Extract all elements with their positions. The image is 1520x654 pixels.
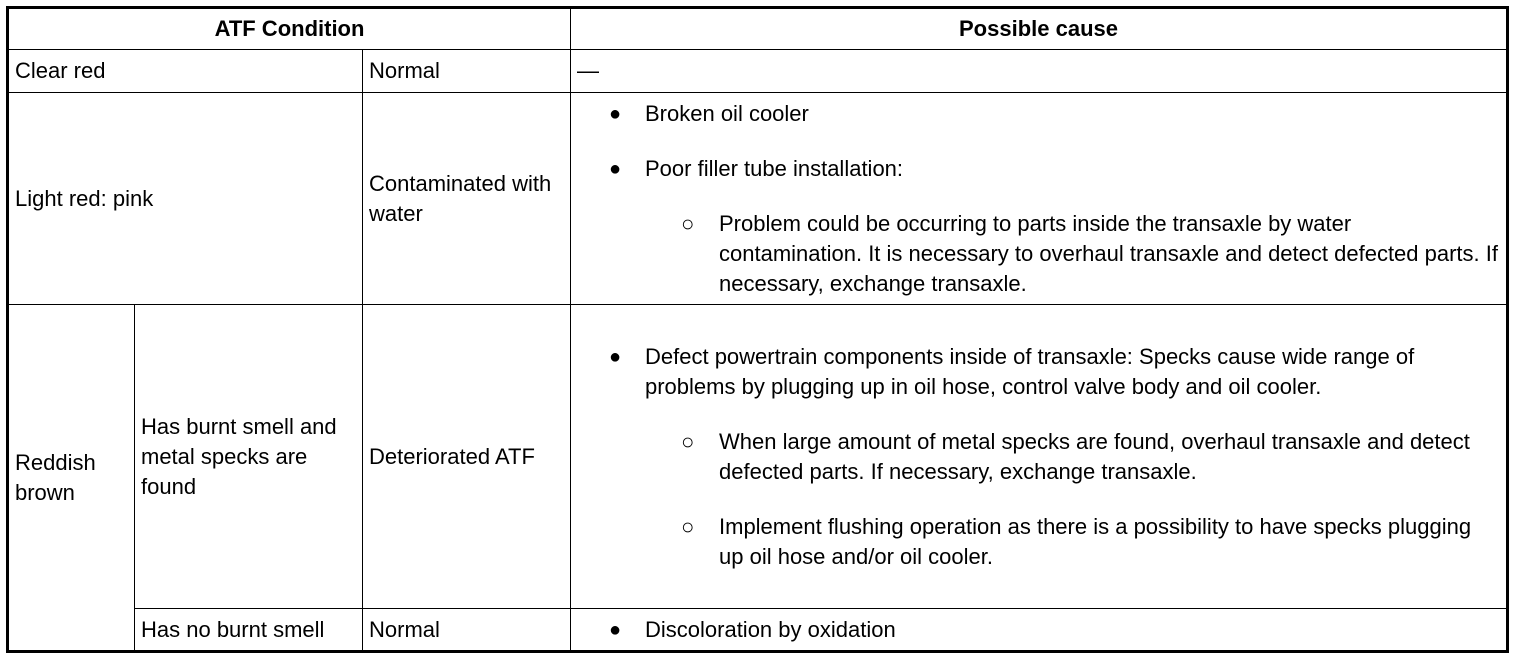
cause-sub-bullet: ○ Problem could be occurring to parts inside the transaxle by water contamination. It is necessary to overhaul transaxle and detect defected parts. If necessary, exchange transaxle. — [577, 209, 1500, 299]
header-possible-cause: Possible cause — [571, 8, 1508, 50]
state-normal: Normal — [363, 609, 571, 652]
condition-reddish-brown: Reddish brown — [8, 305, 135, 652]
cause-sub-bullet: ○ Implement flushing operation as there is a possibility to have specks plugging up oil hose and/or oil cooler. — [577, 512, 1500, 572]
cause-cell-light-red — [571, 93, 1508, 305]
cause-sub-bullet: ○ When large amount of metal specks are found, overhaul transaxle and detect defected parts. If necessary, exchange transaxle. — [577, 427, 1500, 487]
condition-light-red: Light red: pink — [8, 93, 363, 305]
state-contaminated: Contaminated with water — [363, 93, 571, 305]
cause-cell-deteriorated — [571, 305, 1508, 609]
smell-burnt: Has burnt smell and metal specks are found — [135, 305, 363, 609]
cause-bullet: ● Defect powertrain components inside of transaxle: Specks cause wide range of problems by plugging up in oil hose, control valve body and oil cooler. — [577, 342, 1500, 402]
condition-clear-red: Clear red — [8, 50, 363, 93]
header-atf-condition: ATF Condition — [8, 8, 571, 50]
cause-cell-oxidation — [571, 609, 1508, 652]
cause-none: — — [571, 50, 1508, 93]
cause-bullet: ● Poor filler tube installation: — [577, 154, 1500, 184]
state-deteriorated: Deteriorated ATF — [363, 305, 571, 609]
state-normal: Normal — [363, 50, 571, 93]
cause-bullet: ● Broken oil cooler — [577, 99, 1500, 129]
cause-bullet: ● Discoloration by oxidation — [577, 615, 1500, 645]
smell-none: Has no burnt smell — [135, 609, 363, 652]
atf-condition-table — [6, 6, 1509, 653]
